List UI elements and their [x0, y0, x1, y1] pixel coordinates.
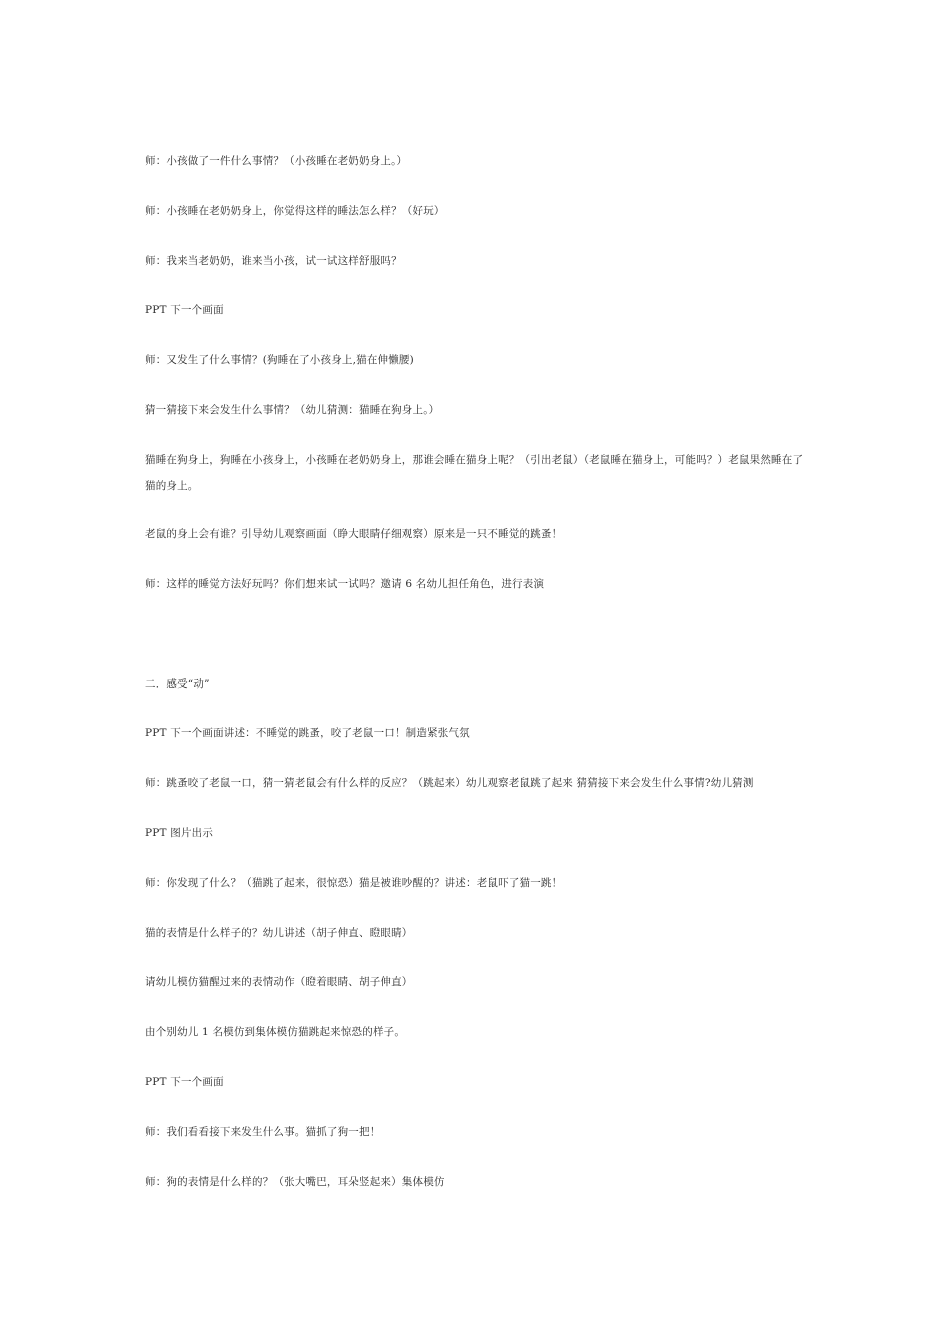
- paragraph-11: PPT 下一个画面讲述：不睡觉的跳蚤，咬了老鼠一口！制造紧张气氛: [145, 727, 470, 739]
- paragraph-16: 请幼儿模仿猫醒过来的表情动作（瞪着眼睛、胡子伸直）: [145, 976, 413, 988]
- paragraph-2: 师：小孩睡在老奶奶身上，你觉得这样的睡法怎么样？（好玩）: [145, 205, 445, 217]
- paragraph-20: 师：狗的表情是什么样的？（张大嘴巴，耳朵竖起来）集体模仿: [145, 1176, 445, 1188]
- paragraph-15: 猫的表情是什么样子的？幼儿讲述（胡子伸直、瞪眼睛）: [145, 927, 413, 939]
- paragraph-1: 师：小孩做了一件什么事情？（小孩睡在老奶奶身上。）: [145, 155, 408, 167]
- paragraph-8: 老鼠的身上会有谁？引导幼儿观察画面（睁大眼睛仔细观察）原来是一只不睡觉的跳蚤！: [145, 528, 563, 540]
- paragraph-4: PPT 下一个画面: [145, 304, 224, 316]
- paragraph-5: 师：又发生了什么事情？(狗睡在了小孩身上,猫在伸懒腰): [145, 354, 414, 366]
- paragraph-3: 师：我来当老奶奶，谁来当小孩，试一试这样舒服吗？: [145, 255, 402, 267]
- paragraph-6: 猜一猜接下来会发生什么事情？（幼儿猜测：猫睡在狗身上。）: [145, 404, 440, 416]
- paragraph-13: PPT 图片出示: [145, 827, 214, 839]
- section-heading: 二．感受“动”: [145, 678, 210, 690]
- paragraph-14: 师：你发现了什么？（猫跳了起来，很惊恐）猫是被谁吵醒的？讲述：老鼠吓了猫一跳！: [145, 877, 563, 889]
- paragraph-7: 猫睡在狗身上，狗睡在小孩身上，小孩睡在老奶奶身上，那谁会睡在猫身上呢？（引出老鼠）（老鼠睡在猫身上，可能吗？）老鼠果然睡在了猫的身上。: [145, 454, 804, 492]
- paragraph-17: 由个别幼儿 1 名模仿到集体模仿猫跳起来惊恐的样子。: [145, 1026, 406, 1038]
- paragraph-9: 师：这样的睡觉方法好玩吗？你们想来试一试吗？邀请 6 名幼儿担任角色，进行表演: [145, 578, 545, 590]
- paragraph-19: 师：我们看看接下来发生什么事。猫抓了狗一把！: [145, 1126, 381, 1138]
- paragraph-12: 师：跳蚤咬了老鼠一口，猜一猜老鼠会有什么样的反应？（跳起来）幼儿观察老鼠跳了起来 猜猜接下来会发生什么事情?幼儿猜测: [145, 777, 754, 789]
- paragraph-18: PPT 下一个画面: [145, 1076, 224, 1088]
